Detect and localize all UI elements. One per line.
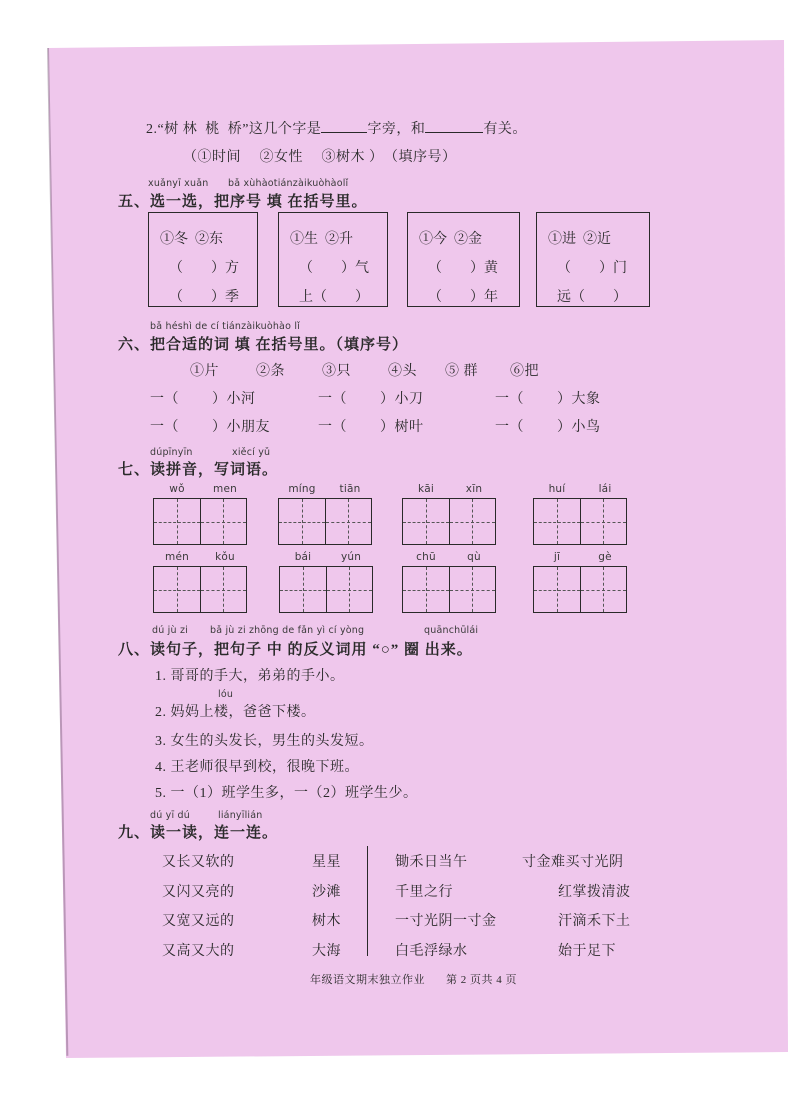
measure-word-option: ①片 <box>190 364 219 379</box>
writing-grid <box>279 566 373 613</box>
choice-box <box>536 212 650 307</box>
writing-cell <box>449 567 496 612</box>
measure-word-option: ⑤ 群 <box>445 364 478 379</box>
writing-cell <box>325 499 372 544</box>
section-9-pinyin: dú yī dú <box>150 810 191 821</box>
pinyin-writing-box <box>278 483 374 545</box>
sentence: 4. 王老师很早到校，很晚下班。 <box>155 760 359 775</box>
match-poem-answer: 红掌拨清波 <box>558 885 631 900</box>
sentence: 2. 妈妈上楼，爸爸下楼。 <box>155 705 316 720</box>
choice-blank-line: （ ）门 <box>557 261 627 276</box>
fill-blank-phrase: 一（ ）树叶 <box>318 420 424 435</box>
writing-cell <box>279 499 325 544</box>
writing-cell <box>154 499 200 544</box>
section-5-heading: 五、选一选，把序号 填 在括号里。 <box>118 194 368 210</box>
section-7-heading: 七、读拼音，写词语。 <box>118 462 279 478</box>
writing-cell <box>326 567 373 612</box>
pinyin-syllable: xīn <box>465 483 483 495</box>
measure-word-option: ④头 <box>388 364 417 379</box>
match-middle-item: 树木 <box>312 914 341 929</box>
match-poem-item: 锄禾日当午 <box>395 855 468 870</box>
pinyin-writing-box <box>279 551 375 613</box>
answer-blank <box>425 118 483 133</box>
footer-page-number: 第 2 页共 4 页 <box>446 974 517 986</box>
choice-blank-line: 上（ ） <box>299 290 369 305</box>
choice-blank-line: （ ）黄 <box>428 261 498 276</box>
question-2-middle: 字旁，和 <box>367 122 426 137</box>
pinyin-syllable: yún <box>340 551 362 563</box>
section-8-pinyin: bǎ jù zi zhōng de fǎn yì cí yòng <box>210 625 365 636</box>
match-left-item: 又宽又远的 <box>162 914 235 929</box>
measure-word-option: ⑥把 <box>510 364 539 379</box>
footer-title: 年级语文期末独立作业 <box>310 974 425 986</box>
choice-box <box>148 212 258 307</box>
fill-blank-phrase: 一（ ）小鸟 <box>495 420 601 435</box>
writing-grid <box>402 498 496 545</box>
match-poem-item: 千里之行 <box>395 885 453 900</box>
pinyin-syllable: mén <box>165 551 189 563</box>
match-middle-item: 沙滩 <box>312 885 341 900</box>
pinyin-syllable: kāi <box>417 483 435 495</box>
section-6-heading: 六、把合适的词 填 在括号里。（填序号） <box>118 337 409 353</box>
fill-blank-phrase: 一（ ）小朋友 <box>150 420 270 435</box>
pinyin-syllable: lái <box>598 483 612 495</box>
pinyin-syllable: chū <box>416 551 436 563</box>
pinyin-writing-box <box>533 483 629 545</box>
pinyin-syllable: qù <box>467 551 481 563</box>
pinyin-writing-box <box>402 551 498 613</box>
writing-cell <box>403 567 449 612</box>
writing-cell <box>580 499 627 544</box>
pinyin-syllable: wǒ <box>169 483 185 495</box>
pinyin-writing-box <box>153 551 249 613</box>
choice-blank-line: （ ）气 <box>299 261 369 276</box>
section-7-pinyin: xiěcí yǔ <box>232 447 271 458</box>
match-poem-item: 一寸光阴一寸金 <box>395 914 497 929</box>
section-8-pinyin: dú jù zi <box>152 625 188 636</box>
fill-blank-phrase: 一（ ）小刀 <box>318 392 424 407</box>
match-left-item: 又长又软的 <box>162 855 235 870</box>
writing-cell <box>200 499 247 544</box>
question-2-prefix: 2.“树 林 桃 桥”这几个字是 <box>146 122 322 137</box>
section-8-heading: 八、读句子，把句子 中 的反义词用 “○” 圈 出来。 <box>118 642 473 658</box>
pinyin-syllable: tiān <box>339 483 361 495</box>
choice-box <box>407 212 520 307</box>
question-2-suffix: 有关。 <box>483 122 527 137</box>
choice-blank-line: 远（ ） <box>557 290 627 305</box>
pinyin-syllable: huí <box>548 483 566 495</box>
answer-blank <box>321 118 367 133</box>
match-poem-item: 白毛浮绿水 <box>395 944 468 959</box>
pinyin-writing-box <box>153 483 249 545</box>
choice-blank-line: （ ）季 <box>169 290 239 305</box>
match-poem-answer: 寸金难买寸光阴 <box>522 855 624 870</box>
match-left-item: 又闪又亮的 <box>162 885 235 900</box>
writing-cell <box>280 567 326 612</box>
writing-grid <box>533 498 627 545</box>
choice-options: ①冬 ②东 <box>160 232 223 247</box>
choice-box <box>278 212 388 307</box>
writing-grid <box>153 498 247 545</box>
choice-options: ①进 ②近 <box>548 232 611 247</box>
writing-cell <box>534 499 580 544</box>
writing-cell <box>449 499 496 544</box>
section-8-pinyin: quānchūlái <box>424 625 479 636</box>
pinyin-writing-box <box>533 551 629 613</box>
writing-cell <box>534 567 580 612</box>
column-divider <box>367 846 368 956</box>
sentence-pinyin-note: lóu <box>218 689 234 700</box>
pinyin-syllable: jī <box>553 551 561 563</box>
section-7-pinyin: dúpīnyīn <box>150 447 193 458</box>
writing-grid <box>153 566 247 613</box>
sentence: 3. 女生的头发长，男生的头发短。 <box>155 734 374 749</box>
question-2-options: （①时间 ②女性 ③树木 ） （填序号） <box>183 150 457 165</box>
match-middle-item: 星星 <box>312 855 341 870</box>
writing-cell <box>580 567 627 612</box>
pinyin-writing-box <box>402 483 498 545</box>
pinyin-syllable: bái <box>294 551 312 563</box>
fill-blank-phrase: 一（ ）大象 <box>495 392 601 407</box>
section-5-pinyin: bǎ xùhàotiánzàikuòhàolǐ <box>228 178 349 189</box>
match-middle-item: 大海 <box>312 944 341 959</box>
writing-cell <box>200 567 247 612</box>
pinyin-syllable: kǒu <box>215 551 235 563</box>
pinyin-syllable: men <box>213 483 237 495</box>
writing-grid <box>278 498 372 545</box>
section-9-heading: 九、读一读，连一连。 <box>118 825 279 841</box>
section-9-pinyin: liányīlián <box>218 810 263 821</box>
match-poem-answer: 汗滴禾下土 <box>558 914 631 929</box>
measure-word-option: ③只 <box>322 364 351 379</box>
sentence: 1. 哥哥的手大，弟弟的手小。 <box>155 669 345 684</box>
fill-blank-phrase: 一（ ）小河 <box>150 392 256 407</box>
writing-grid <box>533 566 627 613</box>
writing-grid <box>402 566 496 613</box>
pinyin-syllable: gè <box>598 551 612 563</box>
choice-blank-line: （ ）方 <box>169 261 239 276</box>
question-2 <box>146 118 527 138</box>
choice-blank-line: （ ）年 <box>428 290 498 305</box>
section-6-pinyin: bǎ héshì de cí tiánzàikuòhào lǐ <box>150 321 300 332</box>
measure-word-option: ②条 <box>256 364 285 379</box>
writing-cell <box>154 567 200 612</box>
match-left-item: 又高又大的 <box>162 944 235 959</box>
pinyin-syllable: míng <box>288 483 316 495</box>
choice-options: ①生 ②升 <box>290 232 353 247</box>
sentence: 5. 一（1）班学生多，一（2）班学生少。 <box>155 786 418 801</box>
section-5-pinyin: xuǎnyī xuǎn <box>148 178 209 189</box>
match-poem-answer: 始于足下 <box>558 944 616 959</box>
choice-options: ①今 ②金 <box>419 232 482 247</box>
writing-cell <box>403 499 449 544</box>
